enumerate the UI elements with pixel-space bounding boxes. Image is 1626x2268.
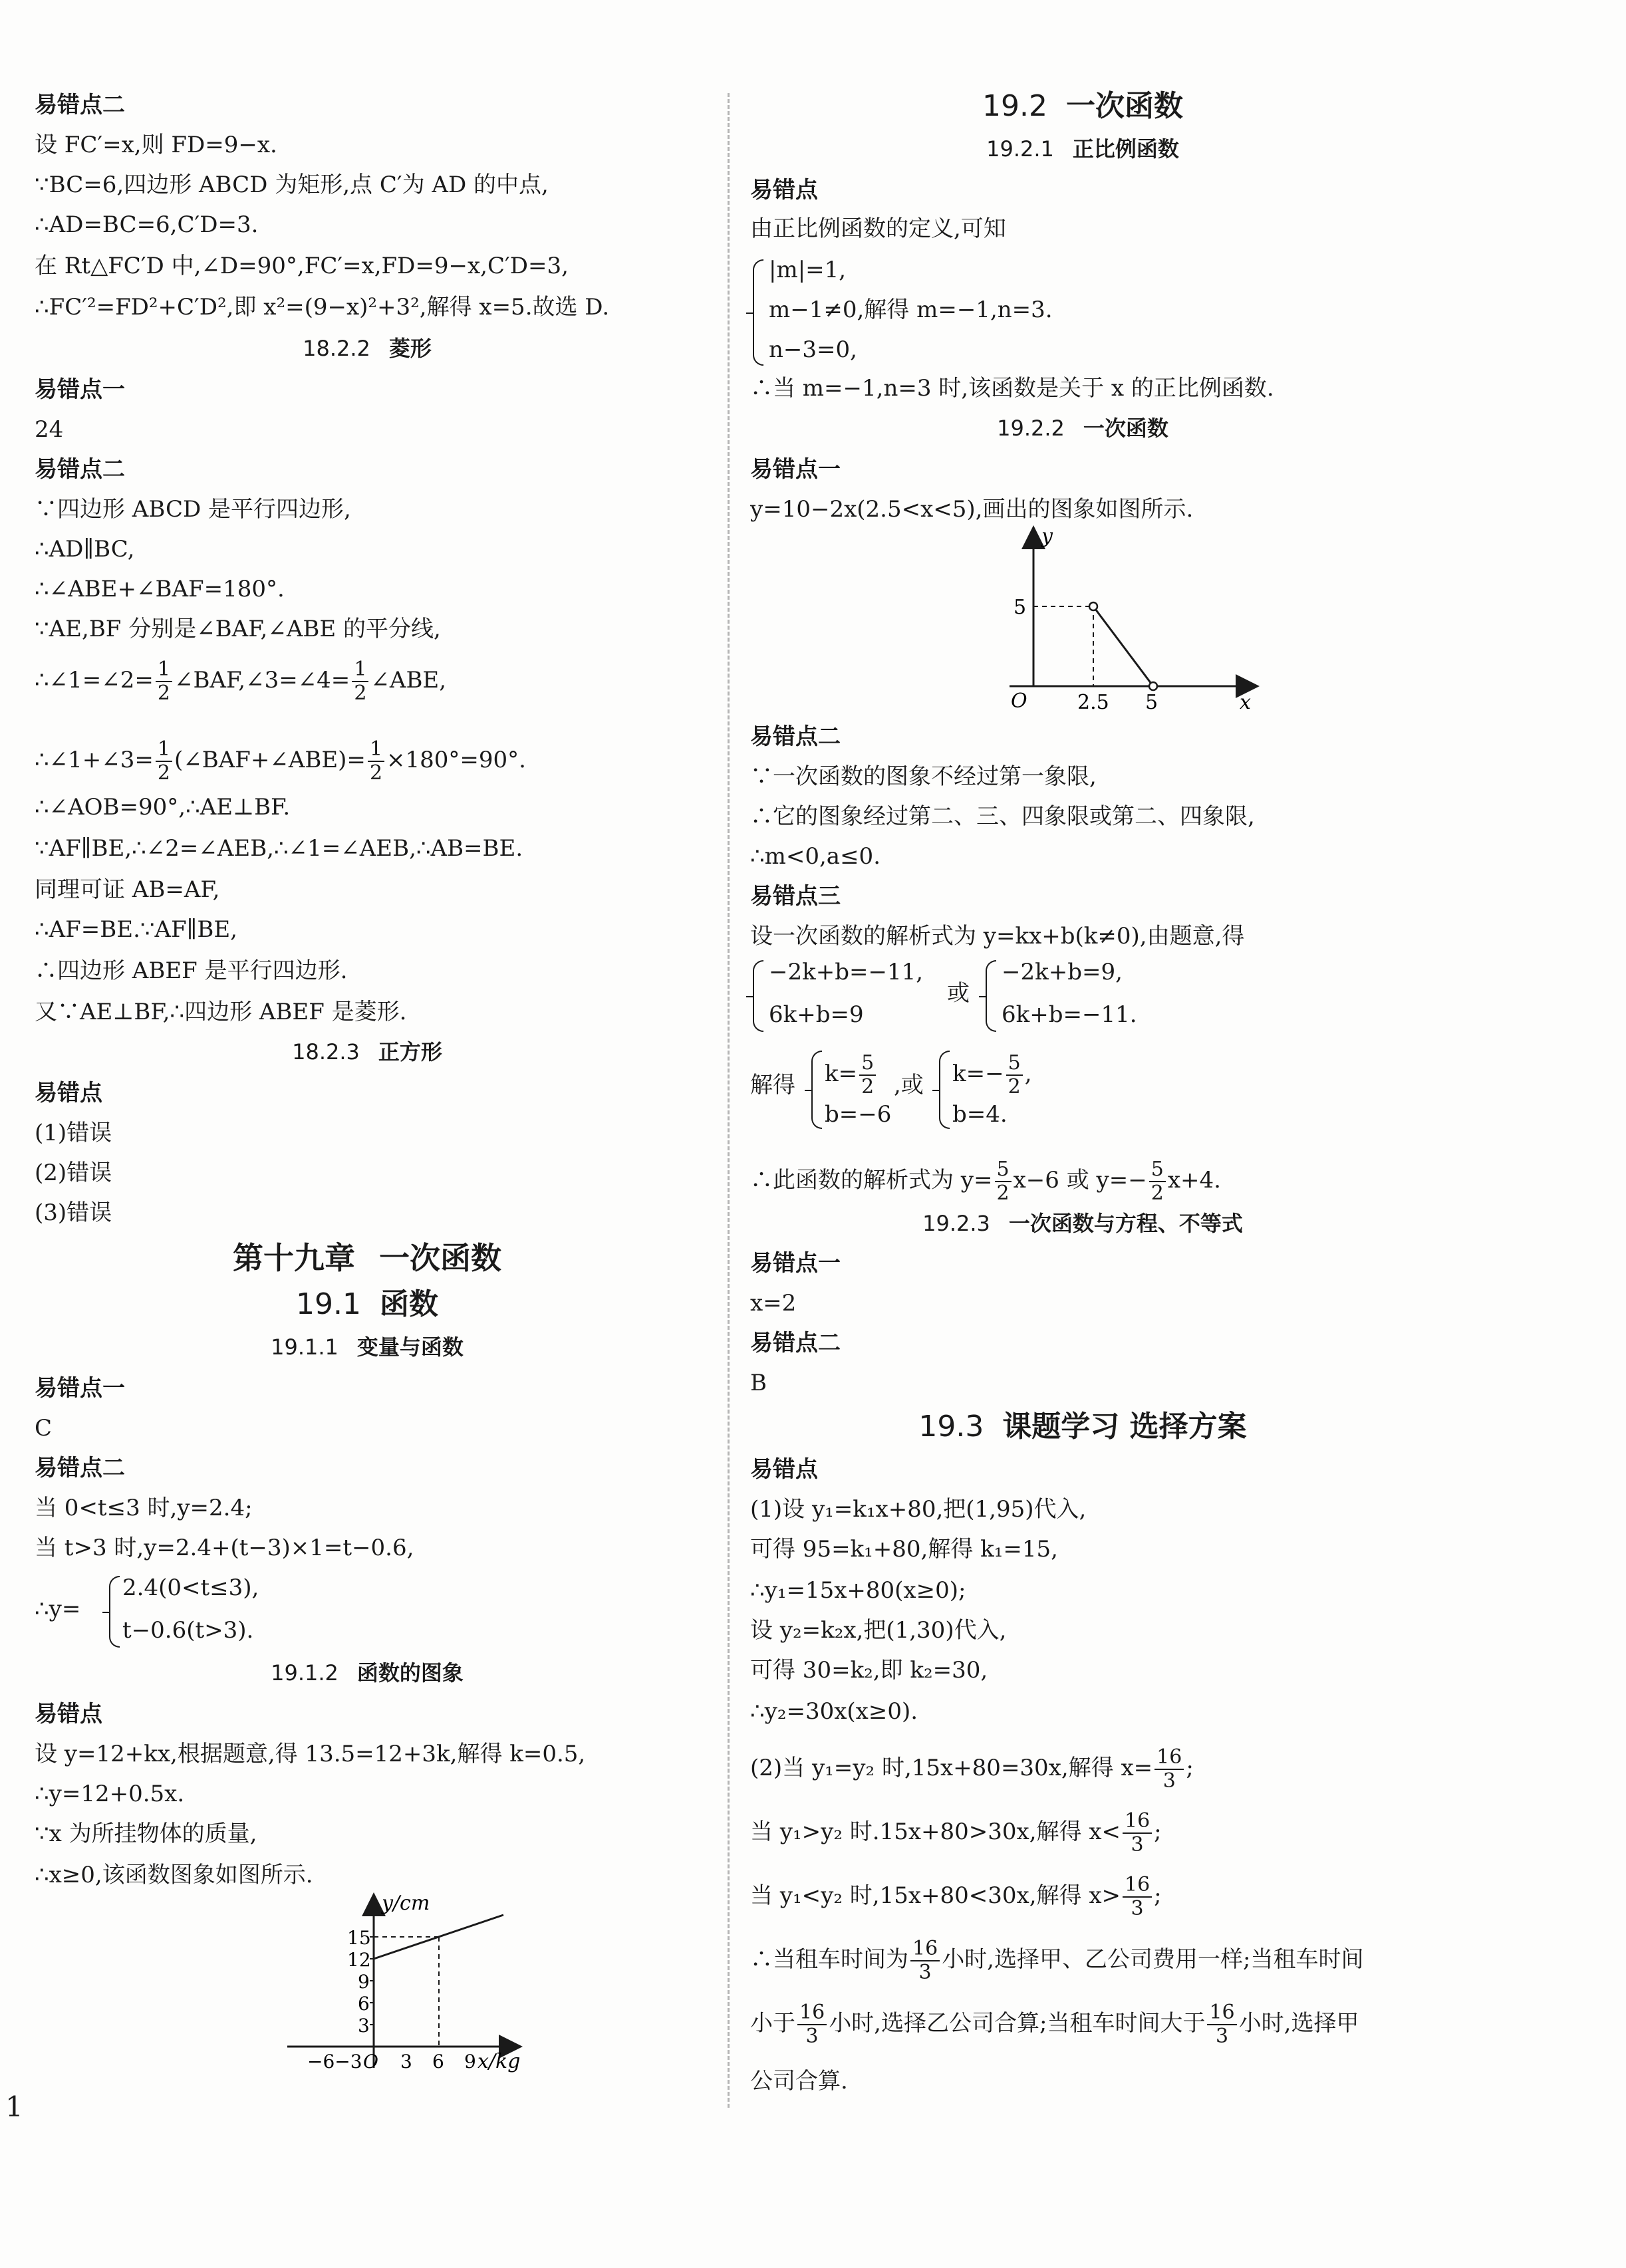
error-point-heading: 易错点二 [750, 1330, 841, 1356]
y-tick-label: 5 [1014, 596, 1027, 619]
system-brace [986, 960, 996, 1032]
fraction: $\frac{16}{3}$ [1154, 1746, 1184, 1793]
error-point-heading: 易错点二 [35, 456, 125, 483]
text-line: ∴y=12+0.5x. [35, 1781, 185, 1807]
error-point-heading: 易错点三 [750, 883, 841, 910]
fraction: $\frac{1}{2}$ [368, 738, 384, 785]
text-line: 公司合算. [750, 2068, 848, 2094]
fraction: $\frac{5}{2}$ [859, 1052, 876, 1098]
linear-function-graph [996, 523, 1262, 715]
error-point-heading: 易错点二 [35, 1455, 125, 1481]
text-line-fraction: ∴当租车时间为 $\frac{16}{3}$ 小时,选择甲、乙公司费用一样;当租车时间 [750, 1937, 1364, 1984]
chapter-title: 第十九章 一次函数 [233, 1240, 501, 1276]
equation-case: 6k+b=9 [769, 1001, 864, 1028]
y-tick-label: 15 [347, 1927, 371, 1949]
fraction: $\frac{5}{2}$ [1149, 1158, 1166, 1205]
text-line: 可得 95=k₁+80,解得 k₁=15, [750, 1536, 1058, 1563]
fraction: $\frac{1}{2}$ [156, 738, 172, 785]
section-heading: 19.2.3 一次函数与方程、不等式 [922, 1211, 1243, 1236]
text-line: ∵AE,BF 分别是∠BAF,∠ABE 的平分线, [35, 616, 441, 642]
text-line: (1)设 y₁=k₁x+80,把(1,95)代入, [750, 1496, 1087, 1523]
text-line: 又∵AE⊥BF,∴四边形 ABEF 是菱形. [35, 999, 407, 1025]
equation-case: −2k+b=−11, [769, 959, 924, 985]
open-endpoint [1149, 682, 1157, 690]
column-divider [728, 93, 730, 2108]
text-line: ∴它的图象经过第二、三、四象限或第二、四象限, [750, 803, 1255, 830]
section-heading: 19.1 函数 [296, 1287, 438, 1321]
piecewise-case: 2.4(0<t≤3), [122, 1575, 259, 1601]
section-heading: 19.2.1 正比例函数 [986, 136, 1179, 162]
system-brace [109, 1576, 120, 1648]
text-line: 当 0<t≤3 时,y=2.4; [35, 1495, 253, 1521]
text-line: ∵BC=6,四边形 ABCD 为矩形,点 C′为 AD 的中点, [35, 172, 549, 198]
error-point-heading: 易错点 [750, 177, 818, 203]
system-brace [811, 1051, 822, 1129]
error-point-heading: 易错点一 [35, 376, 125, 403]
function-segment [1093, 606, 1153, 686]
text-line: ∵一次函数的图象不经过第一象限, [750, 763, 1097, 790]
error-point-heading: 易错点一 [35, 1375, 125, 1402]
text-line: 24 [35, 416, 64, 443]
text-line: ∴AD=BC=6,C′D=3. [35, 211, 259, 238]
text-line-fraction: 小于 $\frac{16}{3}$ 小时,选择乙公司合算;当租车时间大于 $\frac{16}{3}$ 小时,选择甲 [750, 2001, 1359, 2048]
text-line-fraction: ∴∠1=∠2= $\frac{1}{2}$ ∠BAF,∠3=∠4= $\frac{1}{2}$ ∠ABE, [35, 658, 447, 705]
text-line: y=10−2x(2.5<x<5),画出的图象如图所示. [750, 496, 1194, 523]
error-point-heading: 易错点一 [750, 1250, 841, 1277]
spring-length-graph [254, 1887, 547, 2080]
equation-case: n−3=0, [769, 336, 857, 363]
x-tick-label: −6−3 [307, 2051, 362, 2073]
text-line: ∵AF∥BE,∴∠2=∠AEB,∴∠1=∠AEB,∴AB=BE. [35, 835, 523, 862]
error-point-heading: 易错点 [35, 1701, 102, 1727]
fraction: $\frac{5}{2}$ [995, 1158, 1012, 1205]
or-word: ,或 [894, 1072, 924, 1098]
text-line: (3)错误 [35, 1199, 112, 1226]
error-point-heading: 易错点二 [35, 92, 125, 118]
piecewise-case: t−0.6(t>3). [122, 1617, 254, 1644]
fraction: $\frac{16}{3}$ [1123, 1810, 1152, 1856]
text-line: 设 y=12+kx,根据题意,得 13.5=12+3k,解得 k=0.5, [35, 1741, 586, 1767]
text-line: (2)错误 [35, 1160, 112, 1186]
error-point-heading: 易错点 [35, 1080, 102, 1106]
text-line: ∴y₁=15x+80(x≥0); [750, 1577, 966, 1604]
text-line-fraction: ∴此函数的解析式为 y= $\frac{5}{2}$ x−6 或 y=− $\frac{5}{2}$ x+4. [750, 1158, 1221, 1205]
system-brace [753, 259, 763, 366]
equation-case: b=4. [952, 1101, 1008, 1128]
equation-case: |m|=1, [769, 257, 847, 283]
system-brace [939, 1051, 950, 1129]
section-heading: 19.2 一次函数 [982, 89, 1183, 123]
origin-label: O [363, 2051, 378, 2073]
section-heading: 19.1.1 变量与函数 [271, 1334, 464, 1360]
text-line: (1)错误 [35, 1120, 112, 1146]
system-brace [753, 960, 763, 1032]
error-point-heading: 易错点 [750, 1456, 818, 1483]
text-line: 当 t>3 时,y=2.4+(t−3)×1=t−0.6, [35, 1535, 414, 1561]
section-heading: 18.2.3 正方形 [292, 1039, 442, 1065]
fraction: $\frac{16}{3}$ [1123, 1874, 1152, 1920]
x-tick-label: 5 [1145, 691, 1158, 714]
y-tick-label: 3 [358, 2015, 370, 2037]
equation-case: m−1≠0,解得 m=−1,n=3. [769, 297, 1053, 323]
fraction: $\frac{1}{2}$ [156, 658, 172, 705]
text-line: 设 y₂=k₂x,把(1,30)代入, [750, 1617, 1007, 1644]
text-line: ∴y₂=30x(x≥0). [750, 1698, 918, 1725]
equation-case: −2k+b=9, [1002, 959, 1123, 985]
page-number: 1 [5, 2090, 23, 2123]
fraction: $\frac{16}{3}$ [910, 1938, 940, 1984]
section-heading: 19.3 课题学习 选择方案 [918, 1410, 1247, 1444]
x-tick-label: 6 [432, 2051, 444, 2073]
x-tick-label: 2.5 [1077, 691, 1109, 714]
y-tick-label: 9 [358, 1971, 370, 1993]
origin-label: O [1011, 690, 1027, 713]
text-line: 解得 [750, 1072, 795, 1098]
text-line: ∴FC′²=FD²+C′D²,即 x²=(9−x)²+3²,解得 x=5.故选 D. [35, 294, 610, 320]
text-line: ∵四边形 ABCD 是平行四边形, [35, 496, 351, 523]
text-line: 设 FC′=x,则 FD=9−x. [35, 132, 277, 158]
open-endpoint [1089, 602, 1097, 610]
x-axis-label: x [1240, 691, 1251, 714]
text-line: 设一次函数的解析式为 y=kx+b(k≠0),由题意,得 [750, 923, 1245, 949]
text-line: 可得 30=k₂,即 k₂=30, [750, 1657, 988, 1684]
text-line: 由正比例函数的定义,可知 [750, 215, 1006, 242]
text-line: ∵x 为所挂物体的质量, [35, 1821, 257, 1847]
text-line-fraction: ∴∠1+∠3= $\frac{1}{2}$ (∠BAF+∠ABE)= $\frac{1}{2}$ ×180°=90°. [35, 737, 526, 785]
equation-case: b=−6 [825, 1101, 892, 1128]
y-axis-label: y [1041, 525, 1053, 548]
equation-case: k=− $\frac{5}{2}$ , [952, 1051, 1032, 1098]
text-line: 同理可证 AB=AF, [35, 876, 220, 903]
text-line: x=2 [750, 1290, 797, 1317]
text-line: ∴四边形 ABEF 是平行四边形. [35, 957, 348, 984]
x-tick-label: 3 [400, 2051, 412, 2073]
fraction: $\frac{1}{2}$ [352, 658, 368, 705]
section-heading: 19.2.2 一次函数 [997, 416, 1168, 441]
x-tick-label: 9 [464, 2051, 476, 2073]
text-line: ∴∠ABE+∠BAF=180°. [35, 576, 285, 602]
text-line: B [750, 1370, 767, 1396]
error-point-heading: 易错点二 [750, 723, 841, 750]
y-tick-label: 6 [358, 1993, 370, 2015]
fraction: $\frac{5}{2}$ [1006, 1052, 1023, 1098]
fraction: $\frac{16}{3}$ [1207, 2001, 1236, 2048]
text-line: ∴AD∥BC, [35, 536, 135, 563]
text-line: ∴∠AOB=90°,∴AE⊥BF. [35, 794, 291, 820]
x-axis-label: x/kg [477, 2050, 521, 2073]
text-line-fraction: (2)当 y₁=y₂ 时,15x+80=30x,解得 x= $\frac{16}{3}$ ; [750, 1745, 1194, 1793]
text-line: ∴x≥0,该函数图象如图所示. [35, 1862, 313, 1888]
fraction: $\frac{16}{3}$ [797, 2001, 827, 2048]
text-line: 在 Rt△FC′D 中,∠D=90°,FC′=x,FD=9−x,C′D=3, [35, 253, 569, 279]
section-heading: 19.1.2 函数的图象 [271, 1660, 464, 1686]
text-line: C [35, 1415, 53, 1442]
equation-case: k= $\frac{5}{2}$ [825, 1052, 878, 1098]
text-line-fraction: 当 y₁>y₂ 时.15x+80>30x,解得 x< $\frac{16}{3}$ ; [750, 1809, 1162, 1856]
text-line: ∴当 m=−1,n=3 时,该函数是关于 x 的正比例函数. [750, 375, 1274, 402]
text-line-fraction: 当 y₁<y₂ 时,15x+80<30x,解得 x> $\frac{16}{3}$ ; [750, 1873, 1162, 1920]
equation-case: 6k+b=−11. [1002, 1001, 1137, 1028]
text-line: ∴m<0,a≤0. [750, 843, 881, 870]
y-axis-label: y/cm [382, 1892, 430, 1915]
section-heading: 18.2.2 菱形 [303, 336, 432, 361]
or-word: 或 [947, 980, 970, 1007]
text-line: ∴AF=BE.∵AF∥BE, [35, 916, 237, 943]
error-point-heading: 易错点一 [750, 456, 841, 483]
piecewise-prefix: ∴y= [35, 1596, 81, 1622]
y-tick-label: 12 [347, 1949, 371, 1971]
